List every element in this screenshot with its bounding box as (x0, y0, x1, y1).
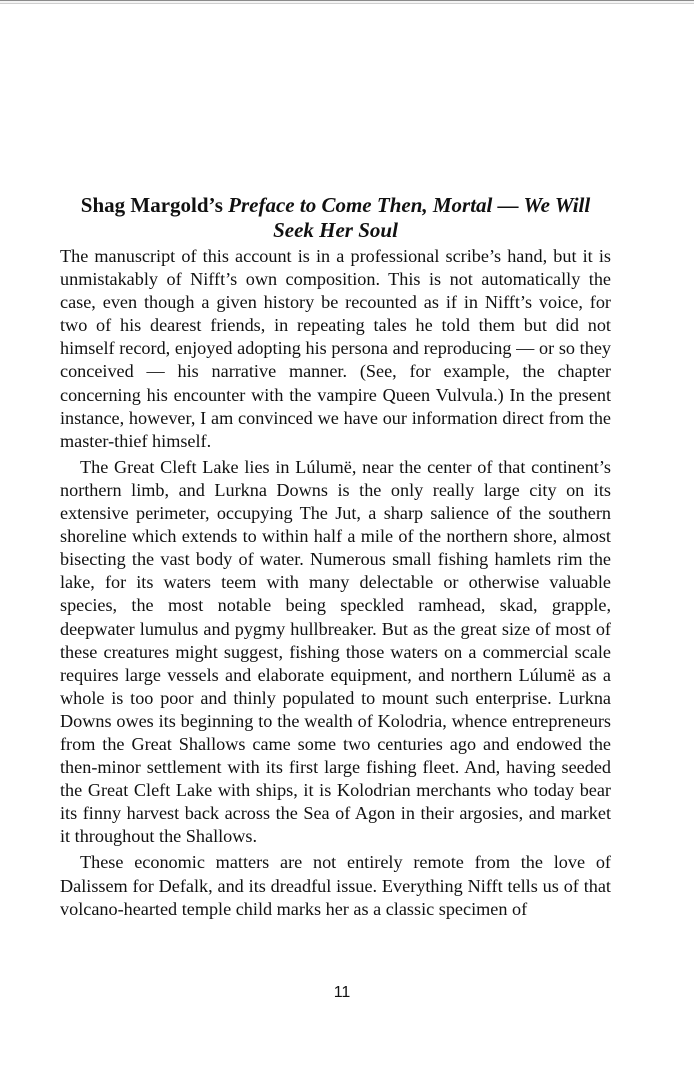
paragraph-2: The Great Cleft Lake lies in Lúlumë, near the center of that continent’s northern limb, and Lurkna Downs is the only really large city on its extensive perimeter, occupying The Jut, a sharp salience of the southern shoreline which extends to within half a mile of the northern shore, almost bisecting the vast body of water. Numerous small fishing hamlets rim the lake, for its waters teem with many delectable or otherwise valuable species, the most notable being speckled ramhead, skad, grapple, deepwater lumulus and pygmy hullbreaker. But as the great size of most of these creatures might suggest, fishing those waters on a commercial scale requires large vessels and elaborate equipment, and northern Lúlumë as a whole is too poor and thinly populated to mount such enterprise. Lurkna Downs owes its beginning to the wealth of Kolodria, whence entrepreneurs from the Great Shallows came some two centuries ago and endowed the then-minor settlement with its first large fishing fleet. And, having seeded the Great Cleft Lake with ships, it is Kolodrian merchants who today bear its finny harvest back across the Sea of Agon in their argosies, and market it throughout the Shallows. (60, 456, 611, 847)
chapter-heading (60, 193, 611, 243)
book-page (60, 193, 611, 924)
heading-author: Shag Margold’s (80, 193, 223, 217)
heading-title: Preface to Come Then, Mortal — We Will Seek Her Soul (228, 193, 591, 242)
viewer-top-border (0, 0, 694, 4)
paragraph-3: These economic matters are not entirely remote from the love of Dalissem for Defalk, and its dreadful issue. Everything Nifft tells us of that volcano-hearted temple child marks her as a classic specimen of (60, 852, 611, 919)
page-number: 11 (333, 984, 351, 1001)
paragraph-1: The manuscript of this account is in a professional scribe’s hand, but it is unmistakably of Nifft’s own composition. This is not automatically the case, even though a given history be recounted as if in Nifft’s voice, for two of his dearest friends, in repeating tales he told them but did not himself record, enjoyed adopting his persona and reproducing — or so they conceived — his narrative manner. (See, for example, the chapter concerning his encounter with the vampire Queen Vulvula.) In the present instance, however, I am convinced we have our information direct from the master-thief himself. (60, 246, 611, 451)
